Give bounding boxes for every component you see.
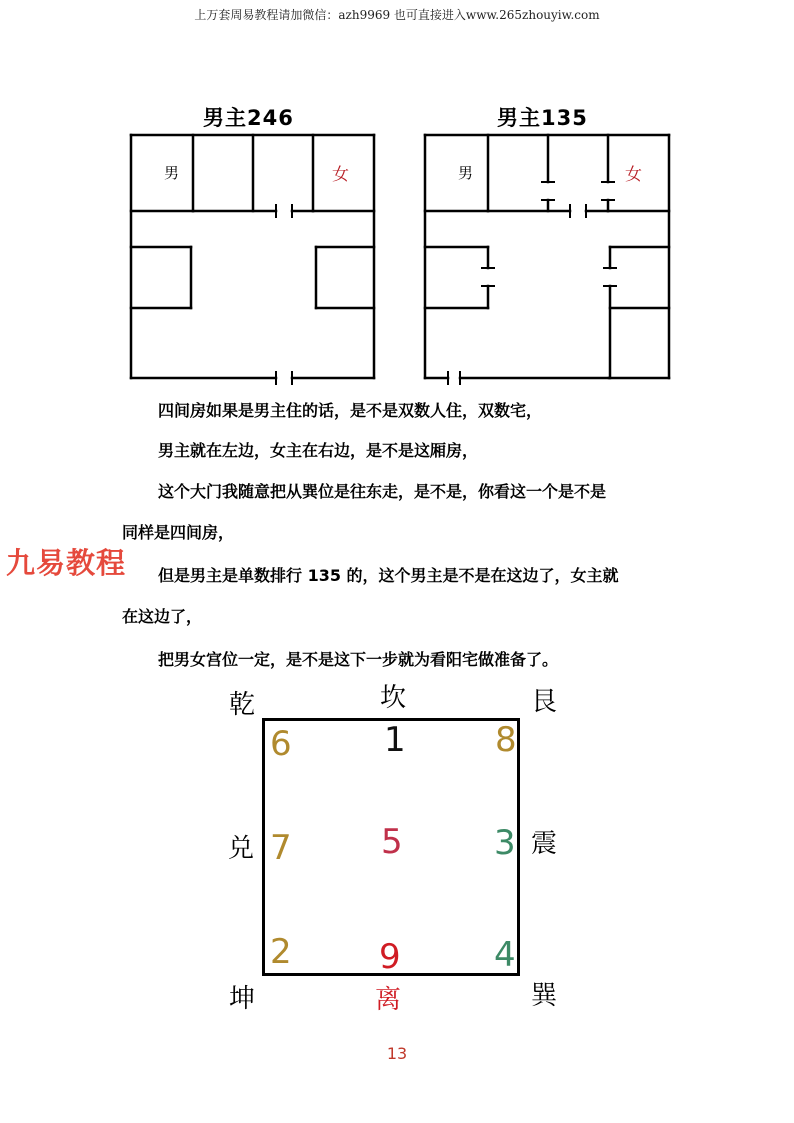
trigram-qian: 乾 (229, 690, 256, 720)
paragraph-3: 这个大门我随意把从巽位是往东走，是不是，你看这一个是不是 (158, 482, 607, 501)
bagua-number-xun: 4 (494, 935, 516, 975)
bagua-number-qian: 6 (270, 724, 292, 764)
bagua-number-zhen: 3 (494, 823, 516, 863)
bagua-number-kun: 2 (270, 932, 292, 972)
right-female-label: 女 (625, 165, 642, 185)
paragraph-1: 四间房如果是男主住的话，是不是双数人住，双数宅， (158, 401, 543, 420)
left-female-label: 女 (332, 165, 349, 185)
bagua-number-center: 5 (381, 822, 403, 862)
paragraph-5: 但是男主是单数排行 135 的，这个男主是不是在这边了，女主就 (158, 566, 619, 585)
bagua-number-dui: 7 (270, 828, 292, 868)
right-floor-plan (414, 128, 684, 388)
paragraph-2: 男主就在左边，女主在右边，是不是这厢房， (158, 441, 479, 460)
left-floor-plan (120, 128, 390, 388)
paragraph-6: 在这边了， (122, 607, 203, 626)
trigram-gen: 艮 (531, 687, 558, 717)
left-male-label: 男 (164, 164, 180, 182)
page-header: 上万套周易教程请加微信：azh9969 也可直接进入www.265zhouyiw.com (194, 8, 600, 22)
trigram-xun: 巽 (531, 981, 558, 1011)
bagua-number-gen: 8 (495, 720, 517, 760)
watermark-logo: 九易教程 (6, 546, 127, 580)
trigram-kun: 坤 (229, 984, 256, 1014)
bagua-number-li: 9 (379, 937, 401, 977)
paragraph-4: 同样是四间房， (122, 523, 235, 542)
bagua-number-kan: 1 (384, 720, 406, 760)
right-plan-title: 男主135 (497, 106, 588, 130)
trigram-li: 离 (375, 985, 402, 1015)
right-male-label: 男 (458, 164, 474, 182)
paragraph-7: 把男女宫位一定，是不是这下一步就为看阳宅做准备了。 (158, 650, 559, 669)
page-number: 13 (386, 1044, 408, 1063)
trigram-dui: 兑 (228, 834, 255, 864)
trigram-zhen: 震 (531, 829, 558, 859)
left-plan-title: 男主246 (203, 106, 294, 130)
trigram-kan: 坎 (380, 683, 407, 713)
